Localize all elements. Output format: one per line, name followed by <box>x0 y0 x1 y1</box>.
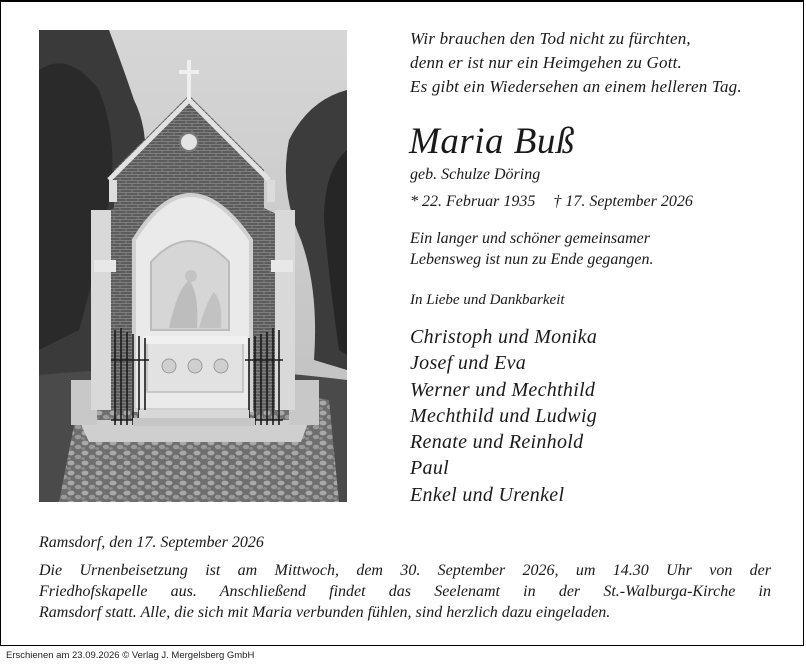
life-dates <box>410 191 693 213</box>
motto-line: denn er ist nur ein Heimgehen zu Gott. <box>410 53 683 72</box>
funeral-line: Ramsdorf statt. Alle, die sich mit Maria verbunden fühlen, sind herzlich dazu eingeladen. <box>39 604 611 621</box>
deceased-name: Maria Buß <box>409 121 575 162</box>
funeral-notice <box>39 560 771 623</box>
mourner: Renate und Reinhold <box>410 431 584 454</box>
motto <box>410 27 742 99</box>
mourner: Paul <box>410 457 449 480</box>
life-text-line: Lebensweg ist nun zu Ende gegangen. <box>410 251 654 268</box>
motto-line: Es gibt ein Wiedersehen an einem helleren Tag. <box>410 77 742 96</box>
life-text-line: Ein langer und schöner gemeinsamer <box>410 230 650 247</box>
maiden-name: geb. Schulze Döring <box>410 166 541 183</box>
birth-date: * 22. Februar 1935 <box>410 193 536 210</box>
motto-line: Wir brauchen den Tod nicht zu fürchten, <box>410 29 691 48</box>
mourner: Josef und Eva <box>410 352 527 375</box>
life-text <box>410 228 654 270</box>
funeral-line: Die Urnenbeisetzung ist am Mittwoch, dem 30. September 2026, um 14.30 Uhr von der <box>39 562 771 579</box>
place-date: Ramsdorf, den 17. September 2026 <box>39 534 264 551</box>
mourner: Enkel und Urenkel <box>410 483 565 506</box>
chapel-photo <box>39 30 347 502</box>
mourner: Werner und Mechthild <box>410 378 596 401</box>
death-date: † 17. September 2026 <box>553 193 693 210</box>
mourners-list <box>410 324 597 508</box>
funeral-line: Friedhofskapelle aus. Anschließend findet das Seelenamt in der St.-Walburga-Kirche in <box>39 583 771 600</box>
love-line: In Liebe und Dankbarkeit <box>410 292 565 308</box>
publication-footer: Erschienen am 23.09.2026 © Verlag J. Mergelsberg GmbH <box>6 650 255 661</box>
mourner: Mechthild und Ludwig <box>410 404 598 427</box>
mourner: Christoph und Monika <box>410 326 598 348</box>
